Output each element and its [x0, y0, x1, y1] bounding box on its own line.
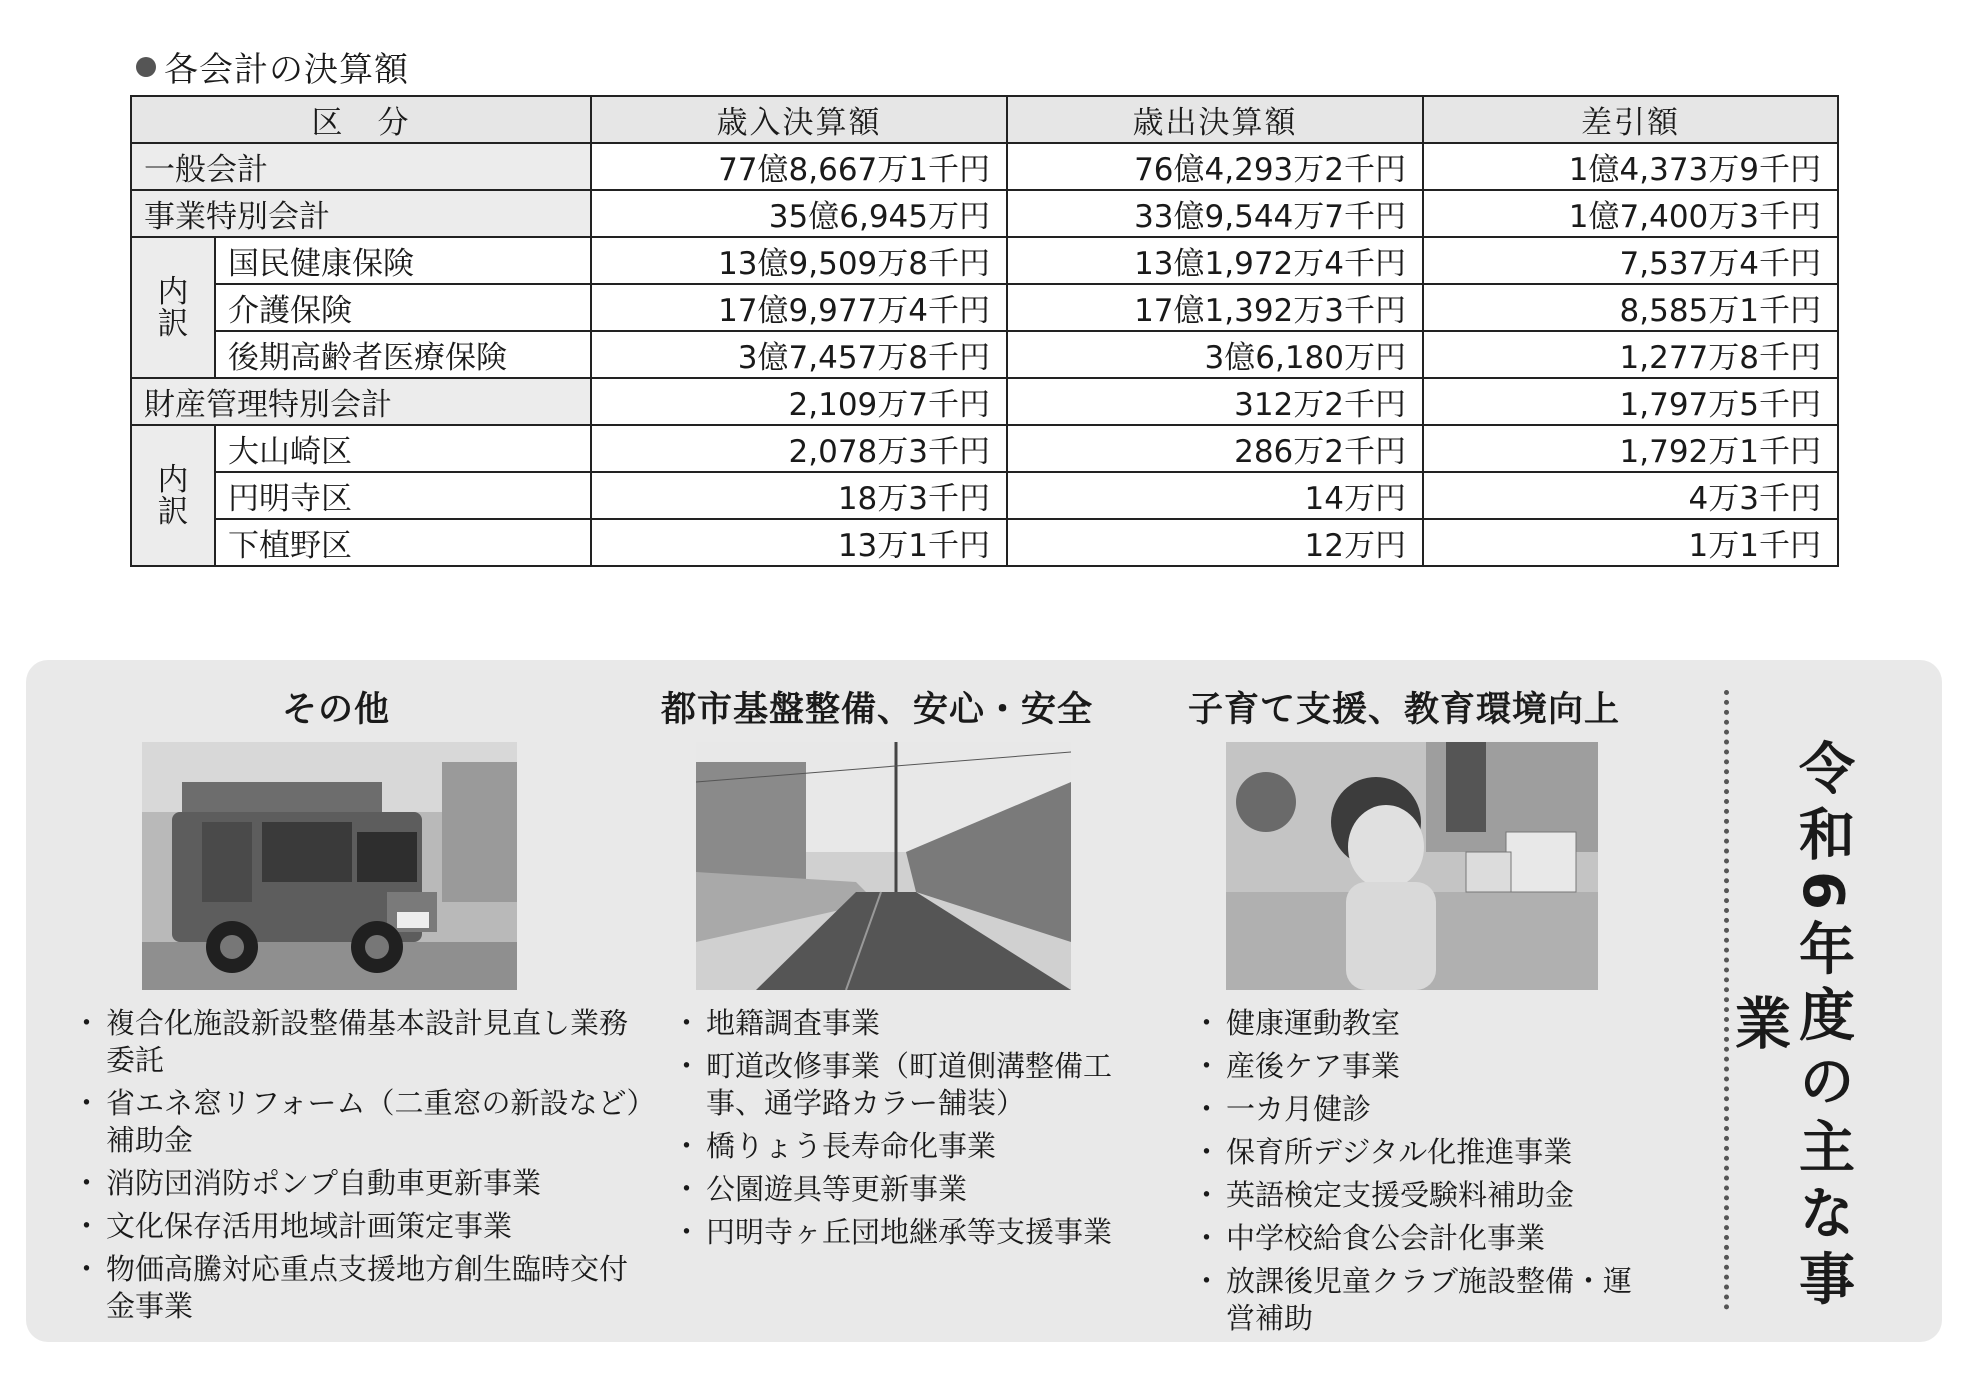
header-balance: 差引額 — [1423, 96, 1838, 143]
revenue-cell: 13億9,509万8千円 — [591, 237, 1007, 284]
column-title-childcare: 子育て支援、教育環境向上 — [1188, 690, 1621, 730]
list-item: ・ 英語検定支援受験料補助金 — [1198, 1177, 1658, 1214]
list-item: ・ 公園遊具等更新事業 — [678, 1171, 1138, 1208]
expenditure-cell: 312万2千円 — [1007, 378, 1423, 425]
expenditure-cell: 13億1,972万4千円 — [1007, 237, 1423, 284]
table-row — [131, 425, 1838, 472]
row-label: 事業特別会計 — [131, 190, 591, 237]
list-item: ・ 健康運動教室 — [1198, 1005, 1658, 1042]
projects-panel — [26, 660, 1942, 1342]
row-label: 財産管理特別会計 — [131, 378, 591, 425]
table-row — [131, 237, 1838, 284]
balance-cell: 1,277万8千円 — [1423, 331, 1838, 378]
revenue-cell: 2,109万7千円 — [591, 378, 1007, 425]
balance-cell: 1,797万5千円 — [1423, 378, 1838, 425]
list-item: ・ 産後ケア事業 — [1198, 1048, 1658, 1085]
header-revenue: 歳入決算額 — [591, 96, 1007, 143]
expenditure-cell: 3億6,180万円 — [1007, 331, 1423, 378]
bullet-icon — [136, 57, 156, 77]
table-row — [131, 472, 1838, 519]
expenditure-cell: 76億4,293万2千円 — [1007, 143, 1423, 190]
balance-cell: 1億4,373万9千円 — [1423, 143, 1838, 190]
revenue-cell: 17億9,977万4千円 — [591, 284, 1007, 331]
revenue-cell: 3億7,457万8千円 — [591, 331, 1007, 378]
children-image — [1226, 742, 1598, 990]
list-item: ・ 円明寺ヶ丘団地継承等支援事業 — [678, 1214, 1138, 1251]
header-expenditure: 歳出決算額 — [1007, 96, 1423, 143]
table-header-row — [131, 96, 1838, 143]
list-item: ・ 文化保存活用地域計画策定事業 — [78, 1208, 648, 1245]
table-row — [131, 331, 1838, 378]
list-item: ・ 中学校給食公会計化事業 — [1198, 1220, 1658, 1257]
childcare-items-list — [1198, 1005, 1658, 1343]
row-label: 介護保険 — [215, 284, 591, 331]
table-row — [131, 190, 1838, 237]
balance-cell: 4万3千円 — [1423, 472, 1838, 519]
column-title-other: その他 — [282, 690, 391, 730]
fire-truck-photo — [142, 742, 517, 990]
list-item: ・ 消防団消防ポンプ自動車更新事業 — [78, 1165, 648, 1202]
section-title-text: 各会計の決算額 — [164, 50, 409, 90]
infra-items-list — [678, 1005, 1138, 1257]
road-image — [696, 742, 1071, 990]
other-items-list — [78, 1005, 648, 1331]
balance-cell: 7,537万4千円 — [1423, 237, 1838, 284]
section-title — [136, 42, 409, 91]
list-item: ・ 複合化施設新設整備基本設計見直し業務委託 — [78, 1005, 648, 1079]
breakdown-label: 内訳 — [131, 237, 215, 378]
balance-cell: 1億7,400万3千円 — [1423, 190, 1838, 237]
revenue-cell: 18万3千円 — [591, 472, 1007, 519]
balance-cell: 1,792万1千円 — [1423, 425, 1838, 472]
fire-truck-image — [142, 742, 517, 990]
balance-cell: 1万1千円 — [1423, 519, 1838, 566]
list-item: ・ 一カ月健診 — [1198, 1091, 1658, 1128]
column-title-infra: 都市基盤整備、安心・安全 — [661, 690, 1094, 730]
revenue-cell: 35億6,945万円 — [591, 190, 1007, 237]
expenditure-cell: 286万2千円 — [1007, 425, 1423, 472]
expenditure-cell: 14万円 — [1007, 472, 1423, 519]
revenue-cell: 13万1千円 — [591, 519, 1007, 566]
panel-vertical-title: 令和6年度の主な事業 — [1726, 738, 1855, 1316]
revenue-cell: 2,078万3千円 — [591, 425, 1007, 472]
row-label: 一般会計 — [131, 143, 591, 190]
table-row — [131, 519, 1838, 566]
expenditure-cell: 12万円 — [1007, 519, 1423, 566]
list-item: ・ 町道改修事業（町道側溝整備工事、通学路カラー舗装） — [678, 1048, 1138, 1122]
list-item: ・ 地籍調査事業 — [678, 1005, 1138, 1042]
list-item: ・ 保育所デジタル化推進事業 — [1198, 1134, 1658, 1171]
expenditure-cell: 17億1,392万3千円 — [1007, 284, 1423, 331]
row-label: 国民健康保険 — [215, 237, 591, 284]
row-label: 大山崎区 — [215, 425, 591, 472]
list-item: ・ 省エネ窓リフォーム（二重窓の新設など）補助金 — [78, 1085, 648, 1159]
row-label: 下植野区 — [215, 519, 591, 566]
list-item: ・ 物価高騰対応重点支援地方創生臨時交付金事業 — [78, 1251, 648, 1325]
breakdown-label: 内訳 — [131, 425, 215, 566]
budget-table — [130, 95, 1839, 567]
expenditure-cell: 33億9,544万7千円 — [1007, 190, 1423, 237]
row-label: 円明寺区 — [215, 472, 591, 519]
road-photo — [696, 742, 1071, 990]
list-item: ・ 橋りょう長寿命化事業 — [678, 1128, 1138, 1165]
balance-cell: 8,585万1千円 — [1423, 284, 1838, 331]
table-row — [131, 378, 1838, 425]
children-photo — [1226, 742, 1598, 990]
table-row — [131, 284, 1838, 331]
header-category: 区 分 — [131, 96, 591, 143]
revenue-cell: 77億8,667万1千円 — [591, 143, 1007, 190]
list-item: ・ 放課後児童クラブ施設整備・運営補助 — [1198, 1263, 1658, 1337]
row-label: 後期高齢者医療保険 — [215, 331, 591, 378]
table-row — [131, 143, 1838, 190]
